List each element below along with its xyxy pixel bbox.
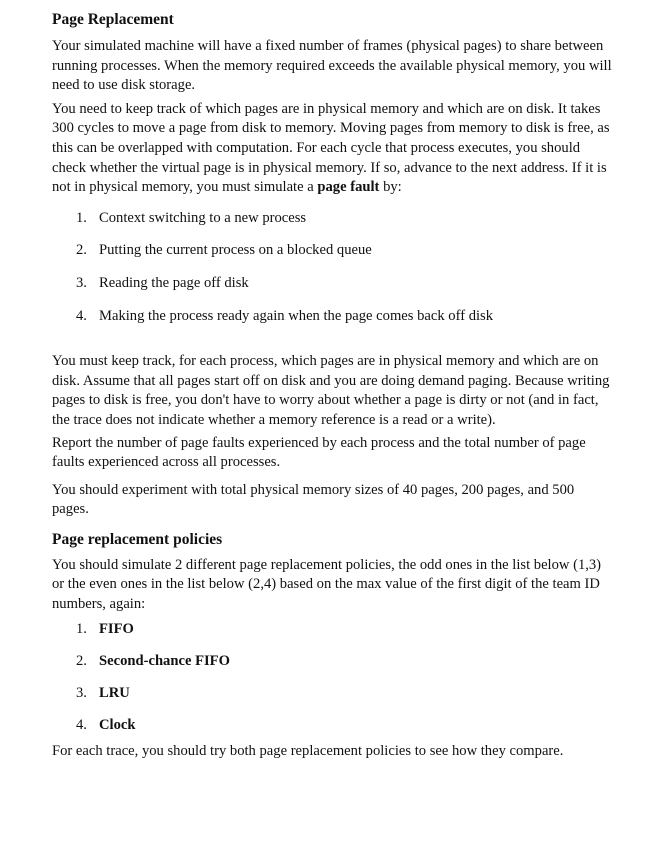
document-body bbox=[52, 10, 612, 761]
paragraph-frames: Your simulated machine will have a fixed number of frames (physical pages) to share between running processes. When the memory required exceeds the available physical memory, you will need to use disk storage. bbox=[52, 38, 612, 94]
paragraph-page-fault-end: by: bbox=[383, 179, 402, 196]
list-item bbox=[52, 209, 612, 229]
paragraph-page-fault-text: You need to keep track of which pages are in physical memory and which are on disk. It takes 300 cycles to move a page from disk to memory. Moving pages from memory to disk is free, as this can be overlapped with computation. For each cycle that process executes, you should check whether the virtual page is in physical memory. If so, advance to the next address. If it is not in physical memory, you must simulate a bbox=[52, 100, 610, 196]
paragraph-demand-paging: You must keep track, for each process, which pages are in physical memory and which are on disk. Assume that all pages start off on disk and you are doing demand paging. Because writing pages to disk is free, you don't have to worry about whether a page is dirty or not (and in fact, the trace does not indicate whether a memory reference is a read or a write). bbox=[52, 353, 610, 428]
list-item bbox=[52, 274, 612, 294]
list-item-text: Making the process ready again when the page comes back off disk bbox=[99, 307, 494, 324]
list-item bbox=[52, 241, 612, 261]
page-fault-steps-list bbox=[52, 209, 612, 326]
paragraph-report: Report the number of page faults experienced by each process and the total number of page faults experienced across all processes. bbox=[52, 434, 586, 471]
page-fault-term: page fault bbox=[317, 179, 380, 196]
list-item-number: 4. bbox=[76, 307, 87, 324]
section-heading-page-replacement: Page Replacement bbox=[52, 11, 174, 28]
list-item bbox=[52, 716, 612, 736]
policies-list bbox=[52, 620, 612, 736]
list-item-number: 4. bbox=[76, 716, 87, 733]
list-item-text: Reading the page off disk bbox=[99, 274, 249, 291]
list-item bbox=[52, 684, 612, 704]
paragraph-policies: You should simulate 2 different page replacement policies, the odd ones in the list below (1,3) or the even ones in the list below (2,4) based on the max value of the first digit of the team ID numbers, again: bbox=[52, 556, 602, 613]
paragraph-memory-sizes: You should experiment with total physical memory sizes of 40 pages, 200 pages, and 500 pages. bbox=[52, 481, 575, 518]
list-item-number: 1. bbox=[76, 620, 87, 637]
list-item-text: Putting the current process on a blocked queue bbox=[99, 242, 372, 259]
list-item-text: Context switching to a new process bbox=[99, 209, 307, 226]
list-item bbox=[52, 652, 612, 672]
list-item-number: 1. bbox=[76, 209, 87, 226]
list-item-text: Second-chance FIFO bbox=[99, 652, 230, 669]
list-item-text: LRU bbox=[99, 684, 130, 701]
paragraph-compare: For each trace, you should try both page replacement policies to see how they compare. bbox=[52, 742, 564, 759]
list-item bbox=[52, 307, 612, 327]
section-heading-policies: Page replacement policies bbox=[52, 530, 223, 548]
list-item-text: Clock bbox=[99, 716, 136, 733]
list-item bbox=[52, 620, 612, 640]
list-item-number: 3. bbox=[76, 684, 87, 701]
list-item-number: 2. bbox=[76, 652, 87, 669]
list-item-number: 3. bbox=[76, 274, 87, 291]
list-item-number: 2. bbox=[76, 242, 87, 259]
list-item-text: FIFO bbox=[99, 620, 134, 637]
paragraph-page-fault bbox=[52, 100, 612, 198]
